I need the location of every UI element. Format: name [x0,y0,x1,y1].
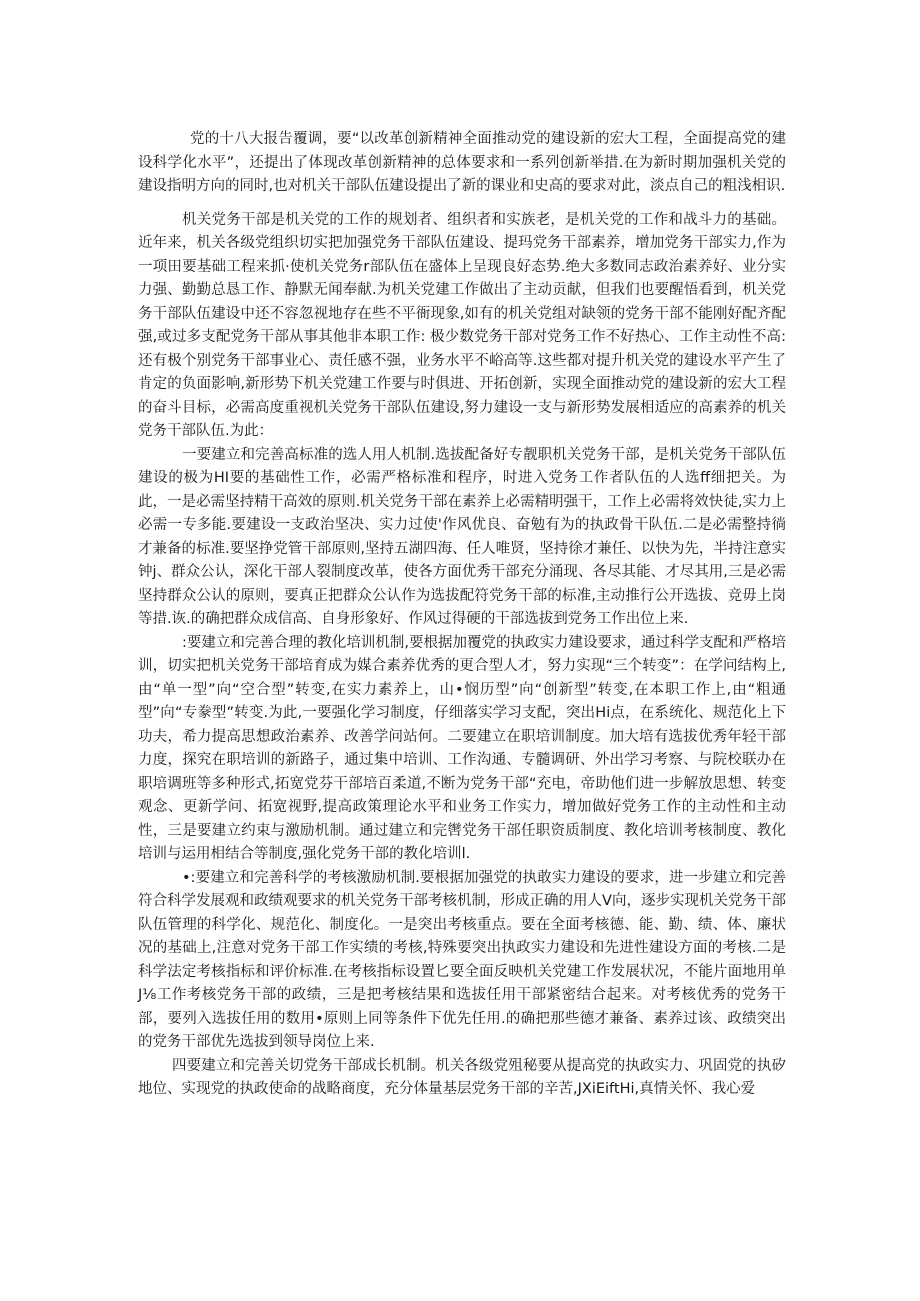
body-paragraph-selection-mechanism: 一要建立和完善高标准的选人用人机制.选拔配备好专靓职机关党务干部，是机关党务干部队伍建设的极为HI要的基础性工作，必需严格标准和程序，时进入党务工作者队伍的人选ff细把关。为此，一是必需坚持精干高效的原则.机关党务干部在素养上必需精明强干，工作上必需将效快徒,实力上必需一专多能.要建设一支政治坚决、实力过使'作风优良、奋勉有为的执政骨干队伍.二是必需整持徜才兼备的标准.要坚挣党管干部原则,坚持五湖四海、任人唯贤，坚持徐才兼任、以快为先，半持注意实钟j、群众公认，深化干部人裂制度改革，使各方面优秀干部充分涌现、各尽其能、才尽其用,三是必需坚持群众公认的原则，要真正把群众公认作为选拔配符党务干部的标准,主动推行公开选拔、竞毋上岗等措.诙.的确把群众成信高、自身形象好、作风过得硬的干部选拔到党务工作出位上来. [138,446,786,627]
body-paragraph-training-mechanism: :要建立和完善合理的教化培训机制,要根据加覆党的执政实力建设要求，通过科学支配和严格培训，切实把机关党务干部培育成为媒合素养优秀的更合型人才，努力实现“三个转变”：在学问结构上,由“单一型”向“空合型”转变,在实力素养上，山•悯历型”向“创新型”转变,在本职工作上,由“粗通型”向“专豢型”转变.为此,一要强化学习制度，仔细落实学习支配，突出Hi点，在系统化、规范化上下功夫，希力提高思想政治素养、改善学问站何。二要建立在职培训制度。加大培有选拔优秀年轻干部力度，探究在职培训的新路子，通过集中培训、工作沟通、专髓调研、外出学习考察、与院校联办在职培调班等多种形式,拓宽党芬干部培百柔道,不断为党务干部“充电，帝助他们进一步解放思想、转变观念、更新学问、拓宽视野,提高政策理论水平和业务工作实力，增加做好党务工作的主动性和主动性，三是要建立约束与激励机制。通过建立和完辔党务干部任职资质制度、教化培训考核制度、教化培训与运用相结合等制度,强化党务干部的教化培训l. [138,634,786,862]
body-paragraph-assessment-mechanism: •:要建立和完善科学的考核激励机制.要根据加强党的执敢实力建设的要求，进一步建立和完善符合科学发展观和政绩观要求的机关党务干部考核机制，形成正确的用人V向，逐步实现机关党务干部队伍管理的科学化、规范化、制度化。一是突出考核重点。要在全面考核德、能、勤、绩、体、廉状况的基础上,注意对党务干部工作实绩的考核,特殊要突出执政实力建设和先进性建设方面的考核.二是科学法定考核指标和评价标准.在考核指标设置匕要全面反映机关党建工作发展状况，不能片面地用单J⅛工作考核党务干部的政绩，三是把考核结果和选拔任用干部紧密结合起来。对考核优秀的党务干部，要列入选拔任用的数用•原则上同等条件下优先任用.的确把那些德才兼备、素养过该、政绩突出的党务干部优先选拔到领导岗位上来. [138,869,786,1050]
body-paragraph-growth-mechanism: 四要建立和完善关切党务干部成长机制。机关各级党殂秘要从提高党的执政实力、巩固党的执矽地位、实现党的执政使命的战略商度，充分体量基层党务干部的辛苦,JXiEiftHi,真情关怀、我心爱 [138,1057,786,1097]
document-page [138,128,786,1102]
intro-paragraph: 党的十八大报告覆调，要“以改革创新精神全面推动党的建设新的宏大工程，全面提高党的建设科学化水平”，还提出了体现改革创新精神的总体要求和一系列创新举措.在为新时期加强机关党的建设指明方向的同时,也对机关干部队伍建设提出了新的课业和史高的要求对此，淡点自己的粗浅相识. [138,131,786,194]
body-paragraph-overview: 机关党务干部是机关党的工作的规划者、组织者和实族老，是机关党的工作和战斗力的基础。近年来，机关各级党组织切实把加强党务干部队伍建设、提玛党务干部素养，增加党务干部实力,作为一项田要基础工程来抓·使机关党务r部队伍在盛体上呈现良好态势.绝大多数同志政治素养好、业分实力强、勤勤总恳工作、静默无闻奉献.为机关党建工作做出了主动贡献，但我们也要醒悟看到，机关党务干部队伍建设中还不容忽视地存在些不平衙现象,如有的机关党组对缺领的党务干部不能刚好配齐配强,或过多支配党务干部从事其他非本职工作: 极少数党务干部对党务工作不好热心、工作主动性不高: 还有极个别党务干部事业心、责任感不强，业务水平不峪高等.这些都对提升机关党的建设水平产生了肯定的负面影响,新形势下机关党建工作要与时俱进、开拓创新，实现全面推动党的建设新的宏大工程的奋斗目标，必需高度重视机关党务干部队伍建设,努力建设一支与新形势发展相适应的高素养的机关党务干部队伍.为此： [138,211,786,439]
